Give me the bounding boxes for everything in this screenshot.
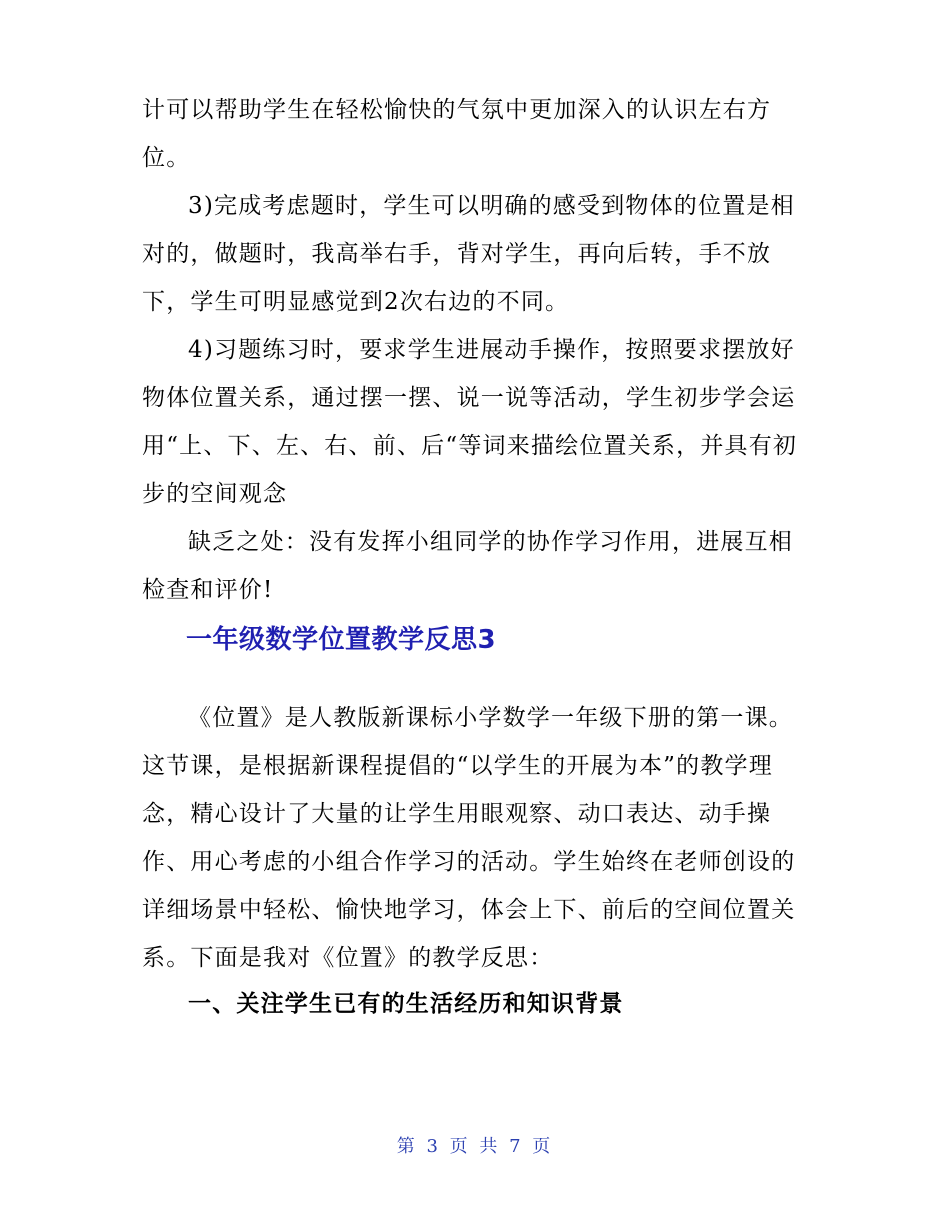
- paragraph-item-3: 3)完成考虑题时，学生可以明确的感受到物体的位置是相对的，做题时，我高举右手，背对学生，再向后转，手不放下，学生可明显感觉到2次右边的不同。: [142, 193, 795, 315]
- paragraph-continuation: 计可以帮助学生在轻松愉快的气氛中更加深入的认识左右方位。: [142, 97, 772, 171]
- section-heading: 一年级数学位置教学反思3: [186, 625, 497, 655]
- subsection-heading: 一、关注学生已有的生活经历和知识背景: [188, 991, 624, 1017]
- paragraph-intro: 《位置》是人教版新课标小学数学一年级下册的第一课。这节课，是根据新课程提倡的“以学生的开展为本”的教学理念，精心设计了大量的让学生用眼观察、动口表达、动手操作、用心考虑的小组合作学习的活动。学生始终在老师创设的详细场景中轻松、愉快地学习，体会上下、前后的空间位置关系。下面是我对《位置》的教学反思：: [142, 705, 796, 971]
- page-number-footer: 第 3 页 共 7 页: [396, 1136, 554, 1157]
- paragraph-shortcomings: 缺乏之处：没有发挥小组同学的协作学习作用，进展互相检查和评价!: [142, 529, 793, 603]
- paragraph-item-4: 4)习题练习时，要求学生进展动手操作，按照要求摆放好物体位置关系，通过摆一摆、说一说等活动，学生初步学会运用“上、下、左、右、前、后“等词来描绘位置关系，并具有初步的空间观念: [142, 337, 798, 507]
